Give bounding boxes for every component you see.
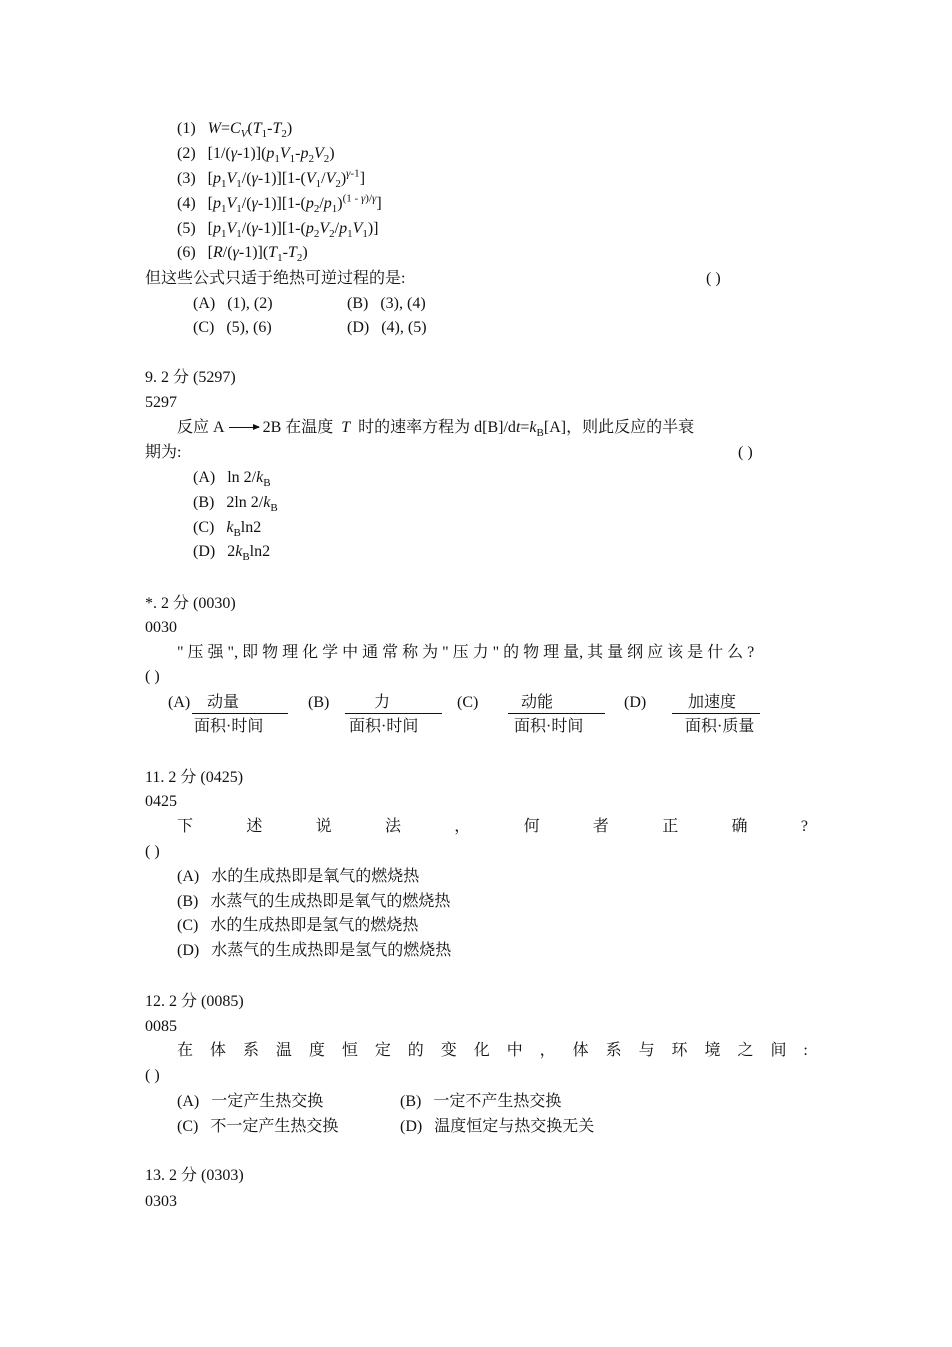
- stem-sub: B: [536, 427, 544, 440]
- option-text: 温度恒定与热交换无关: [434, 1118, 595, 1135]
- option-label: (D): [400, 1118, 423, 1135]
- option-text: (5), (6): [226, 319, 272, 336]
- fraction-numerator: 动量: [207, 694, 240, 711]
- stem-var: t: [515, 419, 521, 436]
- stem-char: 环: [671, 1042, 688, 1059]
- stem-char: 确: [731, 818, 748, 835]
- option-label: (B): [177, 893, 199, 910]
- q11-option-a[interactable]: [177, 867, 419, 887]
- formula-4: (4) $[p_1V_1/(\gamma-1)][1-(p_2/p_1)^{(1 - \gamma)/\gamma}]$: [177, 192, 382, 216]
- q10-code: 0030: [145, 619, 177, 636]
- q9-option-d[interactable]: (D) $2k_B\ln 2$: [193, 543, 271, 564]
- stem-char: 者: [592, 818, 609, 835]
- q9-option-a[interactable]: (A) $\ln 2/k_B$: [193, 469, 271, 490]
- option-label: (D): [177, 942, 200, 959]
- option-label: (A): [177, 868, 200, 885]
- q11-option-d[interactable]: [177, 941, 451, 961]
- q10-stem: " 压 强 ", 即 物 理 化 学 中 通 常 称 为 " 压 力 " 的 物 理 量, 其 量 纲 应 该 是 什 么 ?: [177, 644, 755, 661]
- fraction-denominator: 面积·时间: [514, 718, 584, 735]
- q9-header: 9. 2 分 (5297): [145, 369, 236, 386]
- option-label: (A): [193, 295, 216, 312]
- option-label: (C): [457, 694, 479, 711]
- stem-char: 定: [374, 1042, 391, 1059]
- q11-stem: [177, 817, 808, 837]
- stem-char: :: [803, 1042, 808, 1059]
- formula-number: (1): [177, 120, 196, 137]
- fraction-denominator: 面积·时间: [349, 718, 419, 735]
- stem-text: 时的速率方程为 d[B]/d: [358, 419, 516, 436]
- fraction-bar: [345, 713, 442, 714]
- option-text: (3), (4): [380, 295, 426, 312]
- stem-text: =: [520, 419, 530, 436]
- q8-question-text: 但这些公式只适于绝热可逆过程的是:: [145, 270, 406, 287]
- q8-option-d[interactable]: [347, 318, 427, 338]
- stem-char: 间: [770, 1042, 787, 1059]
- option-label: (D): [347, 319, 370, 336]
- formula-6: (6) $[R/(\gamma-1)](T_1-T_2)$: [177, 244, 308, 265]
- stem-char: ，: [539, 1042, 556, 1059]
- q10-header: *. 2 分 (0030): [145, 595, 236, 612]
- option-text: 一定产生热交换: [211, 1093, 324, 1110]
- q12-option-a[interactable]: [177, 1092, 323, 1112]
- q9-code: 5297: [145, 394, 177, 411]
- stem-char: 体: [572, 1042, 589, 1059]
- q8-option-b[interactable]: [347, 294, 426, 314]
- fraction-denominator: 面积·时间: [194, 718, 264, 735]
- q8-option-a[interactable]: [193, 294, 273, 314]
- option-label: (C): [193, 319, 215, 336]
- fraction-bar: [672, 713, 760, 714]
- q8-answer-bracket: ( ): [706, 270, 721, 287]
- stem-char: 与: [638, 1042, 655, 1059]
- option-text: 一定不产生热交换: [433, 1093, 562, 1110]
- fraction-bar: [508, 713, 605, 714]
- stem-char: 度: [308, 1042, 325, 1059]
- q9-stem: [177, 418, 694, 438]
- stem-char: ?: [800, 818, 808, 835]
- stem-char: 在: [177, 1042, 194, 1059]
- stem-char: 化: [473, 1042, 490, 1059]
- option-text: 水的生成热即是氢气的燃烧热: [210, 917, 419, 934]
- formula-2: (2) $[1/(\gamma-1)](p_1V_1-p_2V_2)$: [177, 145, 335, 166]
- option-label: (D): [624, 694, 647, 711]
- q12-option-c[interactable]: [177, 1117, 338, 1137]
- formula-3: (3) $[p_1V_1/(\gamma-1)][1-(V_1/V_2)^{\gamma-1}]$: [177, 167, 366, 191]
- q11-answer-bracket: ( ): [145, 843, 160, 860]
- stem-char: 变: [440, 1042, 457, 1059]
- stem-char: 下: [177, 818, 194, 835]
- stem-text: [A]，则此反应的半衰: [543, 419, 695, 436]
- option-label: (A): [168, 694, 191, 711]
- stem-char: ，: [454, 818, 471, 835]
- option-text: (1), (2): [227, 295, 273, 312]
- stem-char: 之: [737, 1042, 754, 1059]
- q11-code: 0425: [145, 793, 177, 810]
- fraction-numerator: 加速度: [688, 694, 737, 711]
- stem-char: 正: [662, 818, 679, 835]
- stem-char: 体: [209, 1042, 226, 1059]
- stem-char: 温: [275, 1042, 292, 1059]
- option-label: (B): [308, 694, 330, 711]
- q8-option-c[interactable]: [193, 318, 272, 338]
- q13-code: 0303: [145, 1193, 177, 1210]
- q12-option-d[interactable]: [400, 1117, 594, 1137]
- q12-answer-bracket: ( ): [145, 1067, 160, 1084]
- q12-header: 12. 2 分 (0085): [145, 993, 244, 1010]
- fraction-numerator: 力: [374, 694, 391, 711]
- stem-var: T: [341, 419, 351, 436]
- stem-char: 境: [704, 1042, 721, 1059]
- stem-text: 2B 在温度: [262, 419, 334, 436]
- reaction-arrow-icon: [229, 427, 259, 428]
- formula-1: (1) $W=C_V(T_1-T_2)$: [177, 120, 293, 141]
- stem-var: k: [529, 419, 537, 436]
- option-label: (C): [177, 1118, 199, 1135]
- q11-option-c[interactable]: [177, 916, 418, 936]
- q11-header: 11. 2 分 (0425): [145, 769, 244, 786]
- stem-char: 述: [246, 818, 263, 835]
- option-label: (A): [177, 1093, 200, 1110]
- option-label: (C): [193, 519, 215, 536]
- stem-char: 何: [523, 818, 540, 835]
- q13-header: 13. 2 分 (0303): [145, 1167, 244, 1184]
- q9-stem-line2: 期为:: [145, 444, 182, 461]
- q12-stem: [177, 1041, 808, 1061]
- q12-code: 0085: [145, 1018, 177, 1035]
- formula-number: (3): [177, 170, 196, 187]
- q11-option-b[interactable]: [177, 892, 450, 912]
- option-label: (B): [347, 295, 369, 312]
- q12-option-b[interactable]: [400, 1092, 561, 1112]
- fraction-numerator: 动能: [521, 694, 554, 711]
- formula-number: (2): [177, 145, 196, 162]
- option-text: 不一定产生热交换: [210, 1118, 339, 1135]
- stem-char: 法: [384, 818, 401, 835]
- option-text: 水的生成热即是氧气的燃烧热: [211, 868, 420, 885]
- stem-char: 说: [315, 818, 332, 835]
- formula-number: (6): [177, 244, 196, 261]
- stem-char: 中: [506, 1042, 523, 1059]
- formula-5: (5) $[p_1V_1/(\gamma-1)][1-(p_2V_2/p_1V_1)]$: [177, 220, 379, 241]
- stem-char: 的: [407, 1042, 424, 1059]
- formula-number: (4): [177, 195, 196, 212]
- option-label: (B): [193, 494, 215, 511]
- q9-option-c[interactable]: (C) $k_B\ln 2$: [193, 519, 262, 540]
- stem-char: 系: [242, 1042, 259, 1059]
- option-label: (C): [177, 917, 199, 934]
- option-text: 水蒸气的生成热即是氢气的燃烧热: [211, 942, 452, 959]
- q9-answer-bracket: ( ): [738, 444, 753, 461]
- formula-number: (5): [177, 220, 196, 237]
- q9-option-b[interactable]: (B) 2ln $2/k_B$: [193, 494, 278, 515]
- fraction-bar: [192, 713, 288, 714]
- option-label: (D): [193, 543, 216, 560]
- fraction-denominator: 面积·质量: [685, 718, 755, 735]
- stem-char: 恒: [341, 1042, 358, 1059]
- q10-answer-bracket: ( ): [145, 668, 160, 685]
- option-label: (B): [400, 1093, 422, 1110]
- stem-char: 系: [605, 1042, 622, 1059]
- option-text: (4), (5): [381, 319, 427, 336]
- stem-text: 反应 A: [177, 419, 225, 436]
- option-text: 水蒸气的生成热即是氧气的燃烧热: [210, 893, 451, 910]
- option-label: (A): [193, 469, 216, 486]
